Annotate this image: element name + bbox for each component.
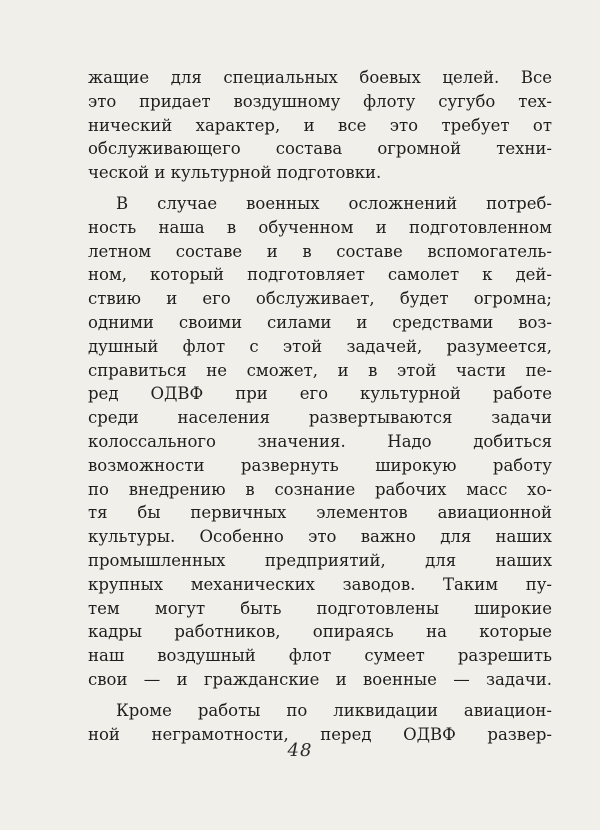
text-line: по внедрению в сознание рабочих масс хо-: [88, 479, 552, 499]
text-line: справиться не сможет, и в этой части пе-: [88, 360, 552, 380]
paragraph: [88, 192, 552, 692]
text-line: это придает воздушному флоту сугубо тех-: [88, 91, 552, 111]
body-text: [88, 66, 552, 746]
page-number: 48: [287, 740, 313, 761]
text-line: тя бы первичных элементов авиационной: [88, 503, 552, 523]
text-line: жащие для специальных боевых целей. Все: [88, 68, 552, 87]
text-line: летном составе и в составе вспомогатель-: [88, 241, 552, 261]
text-line: промышленных предприятий, для наших: [88, 550, 552, 570]
text-line: тем могут быть подготовлены широкие: [88, 598, 552, 618]
text-line: колоссального значения. Надо добиться: [88, 431, 552, 451]
text-line: среди населения развертываются задачи: [88, 408, 552, 428]
text-line: ческой и культурной подготовки.: [88, 163, 382, 183]
text-line: культуры. Особенно это важно для наших: [88, 527, 552, 547]
text-line: обслуживающего состава огромной техни-: [88, 139, 552, 159]
paragraph: [88, 66, 552, 185]
text-line: свои — и гражданские и военные — задачи.: [88, 669, 552, 689]
paragraph-spacer: [88, 692, 552, 699]
text-line: ред ОДВФ при его культурной работе: [88, 384, 552, 404]
paragraph-spacer: [88, 185, 552, 192]
text-line: Кроме работы по ликвидации авиацион-: [116, 700, 552, 720]
text-line: В случае военных осложнений потреб-: [116, 193, 552, 213]
text-line: ность наша в обученном и подготовленном: [88, 217, 552, 237]
text-line: кадры работников, опираясь на которые: [88, 622, 552, 642]
text-line: ном, который подготовляет самолет к дей-: [88, 265, 552, 285]
text-line: наш воздушный флот сумеет разрешить: [88, 646, 552, 666]
text-line: возможности развернуть широкую работу: [88, 455, 552, 475]
text-line: нический характер, и все это требует от: [88, 115, 552, 135]
text-line: ствию и его обслуживает, будет огромна;: [88, 289, 552, 309]
text-line: душный флот с этой задачей, разумеется,: [88, 336, 552, 356]
text-line: одними своими силами и средствами воз-: [88, 312, 552, 332]
text-line: ной неграмотности, перед ОДВФ развер-: [88, 724, 552, 744]
text-line: крупных механических заводов. Таким пу-: [88, 574, 552, 594]
